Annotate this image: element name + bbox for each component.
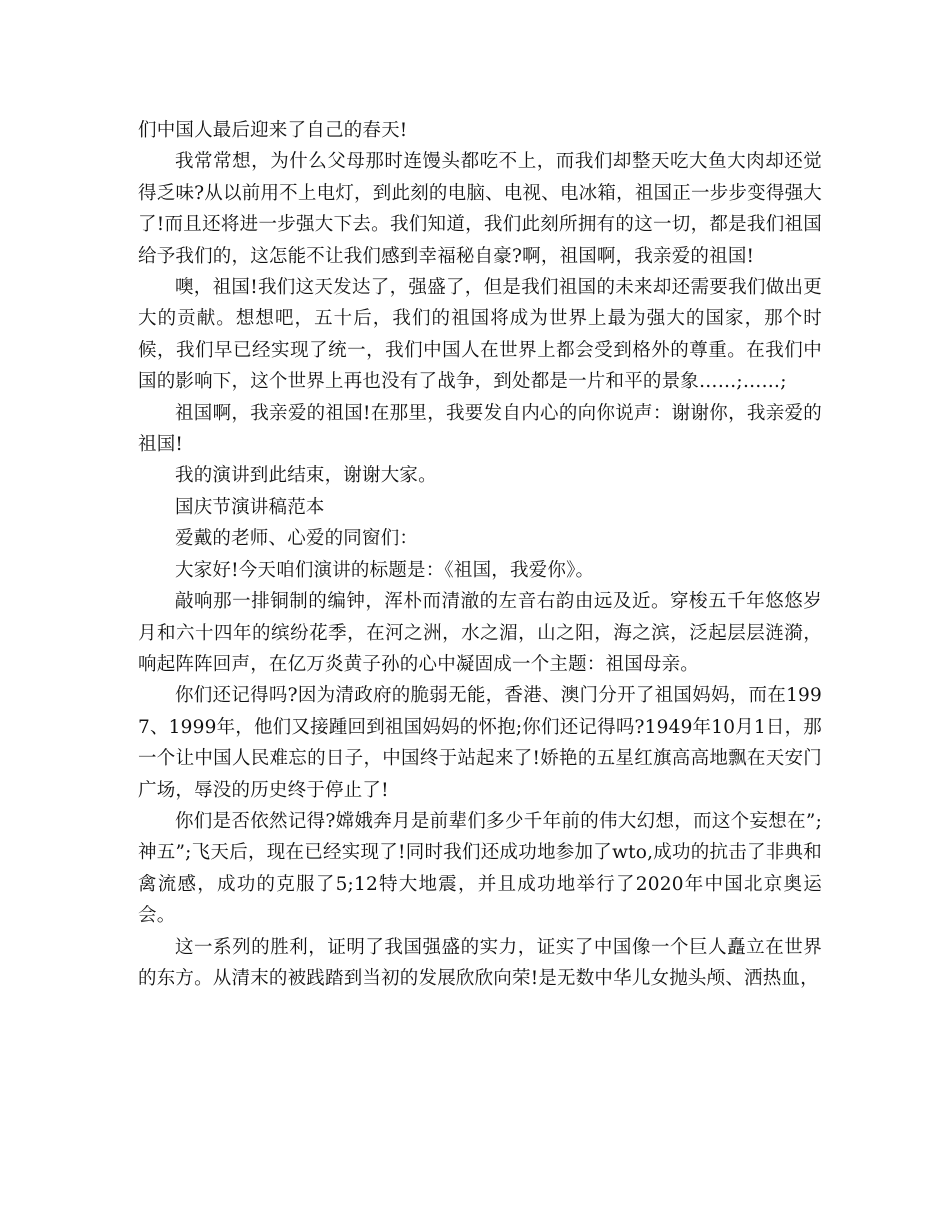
paragraph: 大家好!今天咱们演讲的标题是：《祖国，我爱你》。 bbox=[175, 559, 595, 581]
salutation: 爱戴的老师、心爱的同窗们： bbox=[175, 528, 419, 550]
paragraph: 你们是否依然记得?嫦娥奔月是前辈们多少千年前的伟大幻想，而这个妄想在”;神五”;飞天后，现在已经实现了!同时我们还成功地参加了wto,成功的抗击了非典和禽流感，成功的克服了5;12特大地震，并且成功地举行了2020年中国北京奥运会。 bbox=[138, 810, 822, 927]
section-title: 国庆节演讲稿范本 bbox=[175, 496, 325, 518]
paragraph: 我常常想，为什么父母那时连馒头都吃不上，而我们却整天吃大鱼大肉却还觉得乏味?从以前用不上电灯，到此刻的电脑、电视、电冰箱，祖国正一步步变得强大了!而且还将进一步强大下去。我们知道，我们此刻所拥有的这一切，都是我们祖国给予我们的，这怎能不让我们感到幸福秘自豪?啊，祖国啊，我亲爱的祖国! bbox=[138, 151, 822, 267]
document-body bbox=[138, 115, 822, 994]
paragraph: 我的演讲到此结束，谢谢大家。 bbox=[175, 465, 437, 487]
paragraph: 祖国啊，我亲爱的祖国!在那里，我要发自内心的向你说声：谢谢你，我亲爱的祖国! bbox=[138, 402, 822, 456]
paragraph: 们中国人最后迎来了自己的春天! bbox=[138, 120, 408, 141]
paragraph: 敲响那一排铜制的编钟，浑朴而清澈的左音右韵由远及近。穿梭五千年悠悠岁月和六十四年的缤纷花季，在河之洲，水之湄，山之阳，海之滨，泛起层层涟漪，响起阵阵回声，在亿万炎黄子孙的心中凝固成一个主题：祖国母亲。 bbox=[138, 591, 822, 675]
paragraph: 噢，祖国!我们这天发达了，强盛了，但是我们祖国的未来却还需要我们做出更大的贡献。想想吧，五十后，我们的祖国将成为世界上最为强大的国家，那个时候，我们早已经实现了统一，我们中国人在世界上都会受到格外的尊重。在我们中国的影响下，这个世界上再也没有了战争，到处都是一片和平的景象……;……; bbox=[138, 277, 822, 393]
paragraph: 这一系列的胜利，证明了我国强盛的实力，证实了中国像一个巨人矗立在世界的东方。从清末的被践踏到当初的发展欣欣向荣!是无数中华儿女抛头颅、洒热血， bbox=[138, 936, 822, 989]
paragraph: 你们还记得吗?因为清政府的脆弱无能，香港、澳门分开了祖国妈妈，而在1997、1999年，他们又接踵回到祖国妈妈的怀抱;你们还记得吗?1949年10月1日，那一个让中国人民难忘的日子，中国终于站起来了!娇艳的五星红旗高高地飘在天安门广场，辱没的历史终于停止了! bbox=[138, 685, 822, 801]
